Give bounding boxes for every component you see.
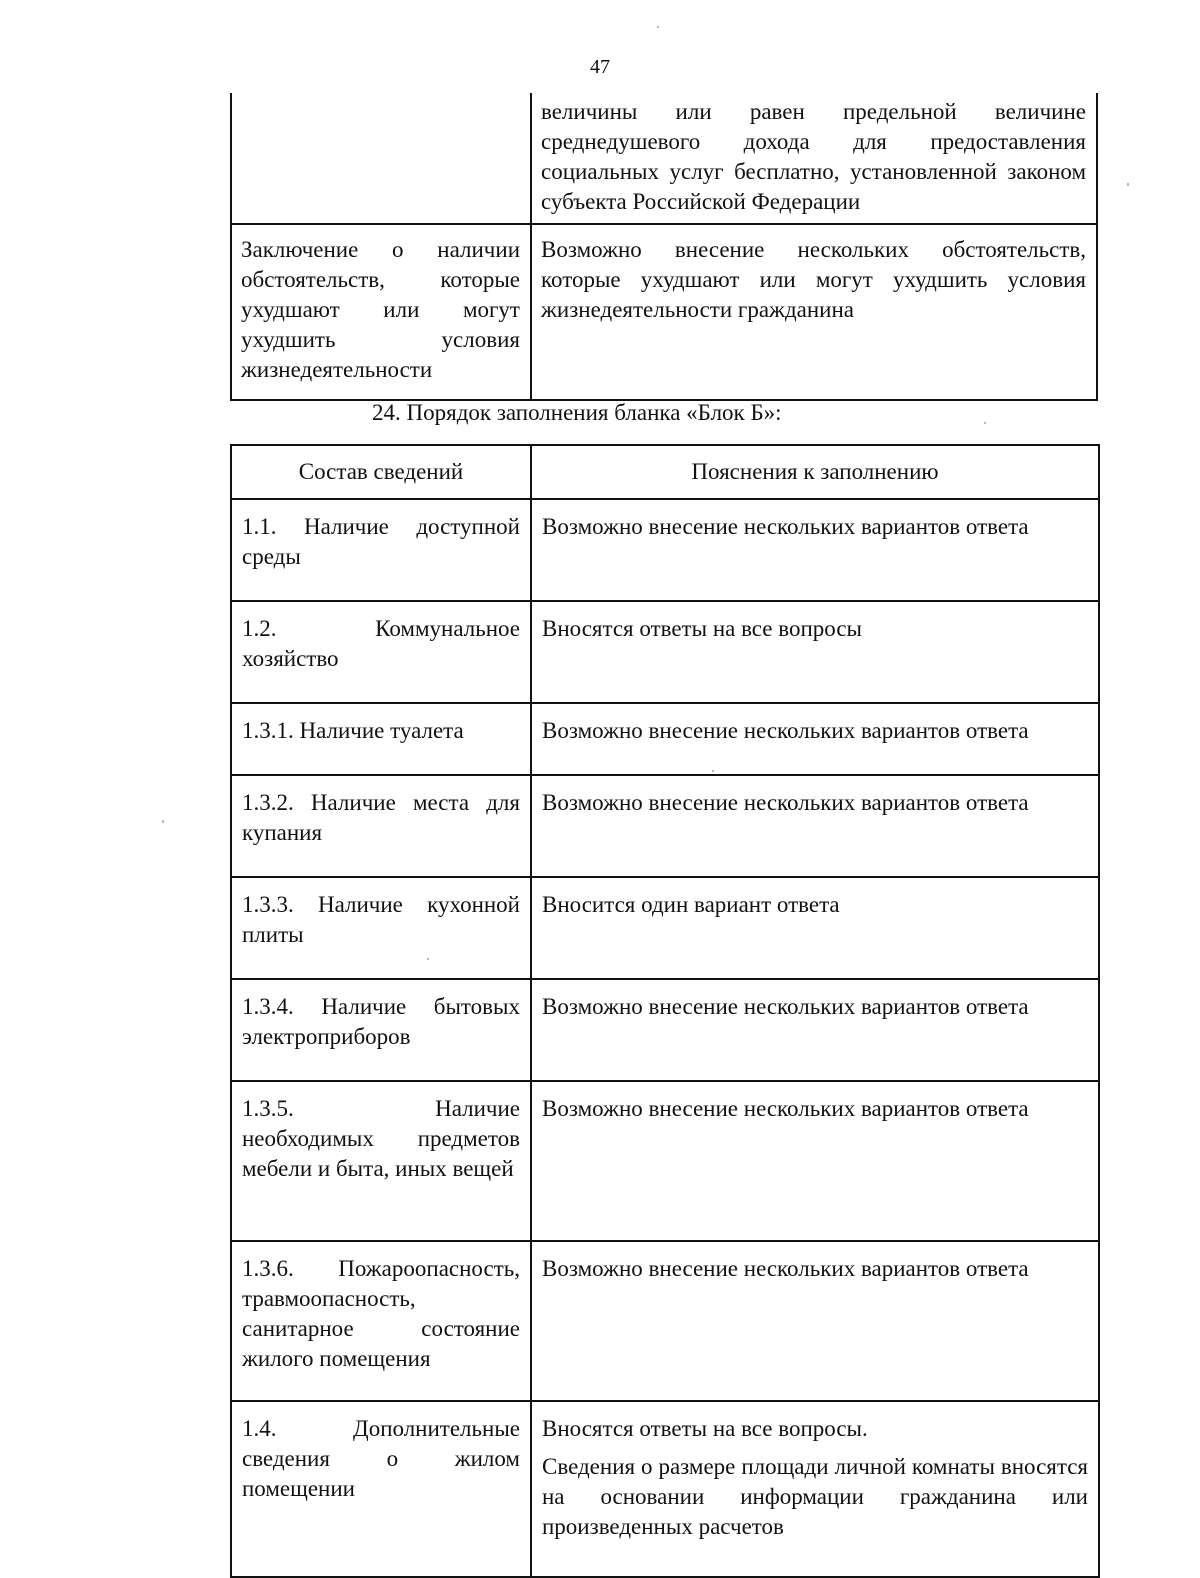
- table-row: [231, 703, 1099, 775]
- table-row: [231, 1241, 1099, 1401]
- table-cell-notes: [531, 877, 1099, 979]
- note-paragraph: Возможно внесение нескольких вариантов ответа: [542, 514, 1029, 539]
- note-paragraph: Возможно внесение нескольких вариантов ответа: [542, 1256, 1029, 1281]
- scan-speck: [657, 26, 659, 28]
- column-header-explanations: Пояснения к заполнению: [531, 445, 1099, 499]
- blockb-table-body: [231, 499, 1099, 1577]
- scan-speck: [1127, 183, 1129, 186]
- table-row: [231, 224, 1097, 400]
- table-cell-item: 1.2. Коммунальное хозяйство: [231, 601, 531, 703]
- table-row: [231, 601, 1099, 703]
- table-header-row: [231, 445, 1099, 499]
- section-heading: 24. Порядок заполнения бланка «Блок Б»:: [372, 400, 782, 425]
- scan-speck: [712, 770, 714, 772]
- table-row: [231, 775, 1099, 877]
- table-row: [231, 1081, 1099, 1241]
- table-cell-notes: [531, 499, 1099, 601]
- table-row: [231, 93, 1097, 224]
- table-row: [231, 877, 1099, 979]
- table-cell-right: величины или равен предельной величине среднедушевого дохода для предоставления социальных услуг бесплатно, установленной законом субъекта Российской Федерации: [531, 93, 1097, 224]
- continuation-table: [230, 93, 1098, 401]
- table-cell-item: 1.3.3. Наличие кухонной плиты: [231, 877, 531, 979]
- table-cell-item: 1.3.1. Наличие туалета: [231, 703, 531, 775]
- note-paragraph: Вносятся ответы на все вопросы.: [542, 1416, 868, 1441]
- note-paragraph: Сведения о размере площади личной комнаты вносятся на основании информации гражданина или произведенных расчетов: [542, 1454, 1088, 1539]
- table-row: [231, 979, 1099, 1081]
- table-cell-notes: [531, 1241, 1099, 1401]
- scan-speck: [984, 422, 986, 424]
- page-number: 47: [590, 56, 610, 78]
- note-paragraph: Возможно внесение нескольких вариантов ответа: [542, 790, 1029, 815]
- table-cell-item: 1.3.5. Наличие необходимых предметов мебели и быта, иных вещей: [231, 1081, 531, 1241]
- table-cell-notes: [531, 703, 1099, 775]
- blockb-table: [230, 444, 1100, 1578]
- table-cell-left: Заключение о наличии обстоятельств, которые ухудшают или могут ухудшить условия жизнедеятельности: [231, 224, 531, 400]
- scan-speck: [162, 820, 164, 823]
- note-paragraph: Возможно внесение нескольких вариантов ответа: [542, 994, 1029, 1019]
- table-cell-notes: [531, 1081, 1099, 1241]
- table-cell-notes: [531, 601, 1099, 703]
- table-cell-item: 1.3.4. Наличие бытовых электроприборов: [231, 979, 531, 1081]
- note-paragraph: Вносятся ответы на все вопросы: [542, 616, 863, 641]
- table-row: [231, 499, 1099, 601]
- table-cell-item: 1.4. Дополнительные сведения о жилом помещении: [231, 1401, 531, 1577]
- table-cell-item: 1.3.2. Наличие места для купания: [231, 775, 531, 877]
- table-cell-notes: [531, 775, 1099, 877]
- note-paragraph: Возможно внесение нескольких вариантов ответа: [542, 718, 1029, 743]
- column-header-composition: Состав сведений: [231, 445, 531, 499]
- table-cell-item: 1.1. Наличие доступной среды: [231, 499, 531, 601]
- table-cell-item: 1.3.6. Пожароопасность, травмоопасность, санитарное состояние жилого помещения: [231, 1241, 531, 1401]
- note-paragraph: Возможно внесение нескольких вариантов ответа: [542, 1096, 1029, 1121]
- table-cell-notes: [531, 979, 1099, 1081]
- note-paragraph: Вносится один вариант ответа: [542, 892, 840, 917]
- table-cell-right: Возможно внесение нескольких обстоятельств, которые ухудшают или могут ухудшить условия жизнедеятельности гражданина: [531, 224, 1097, 400]
- scan-speck: [427, 958, 429, 960]
- table-cell-left: [231, 93, 531, 224]
